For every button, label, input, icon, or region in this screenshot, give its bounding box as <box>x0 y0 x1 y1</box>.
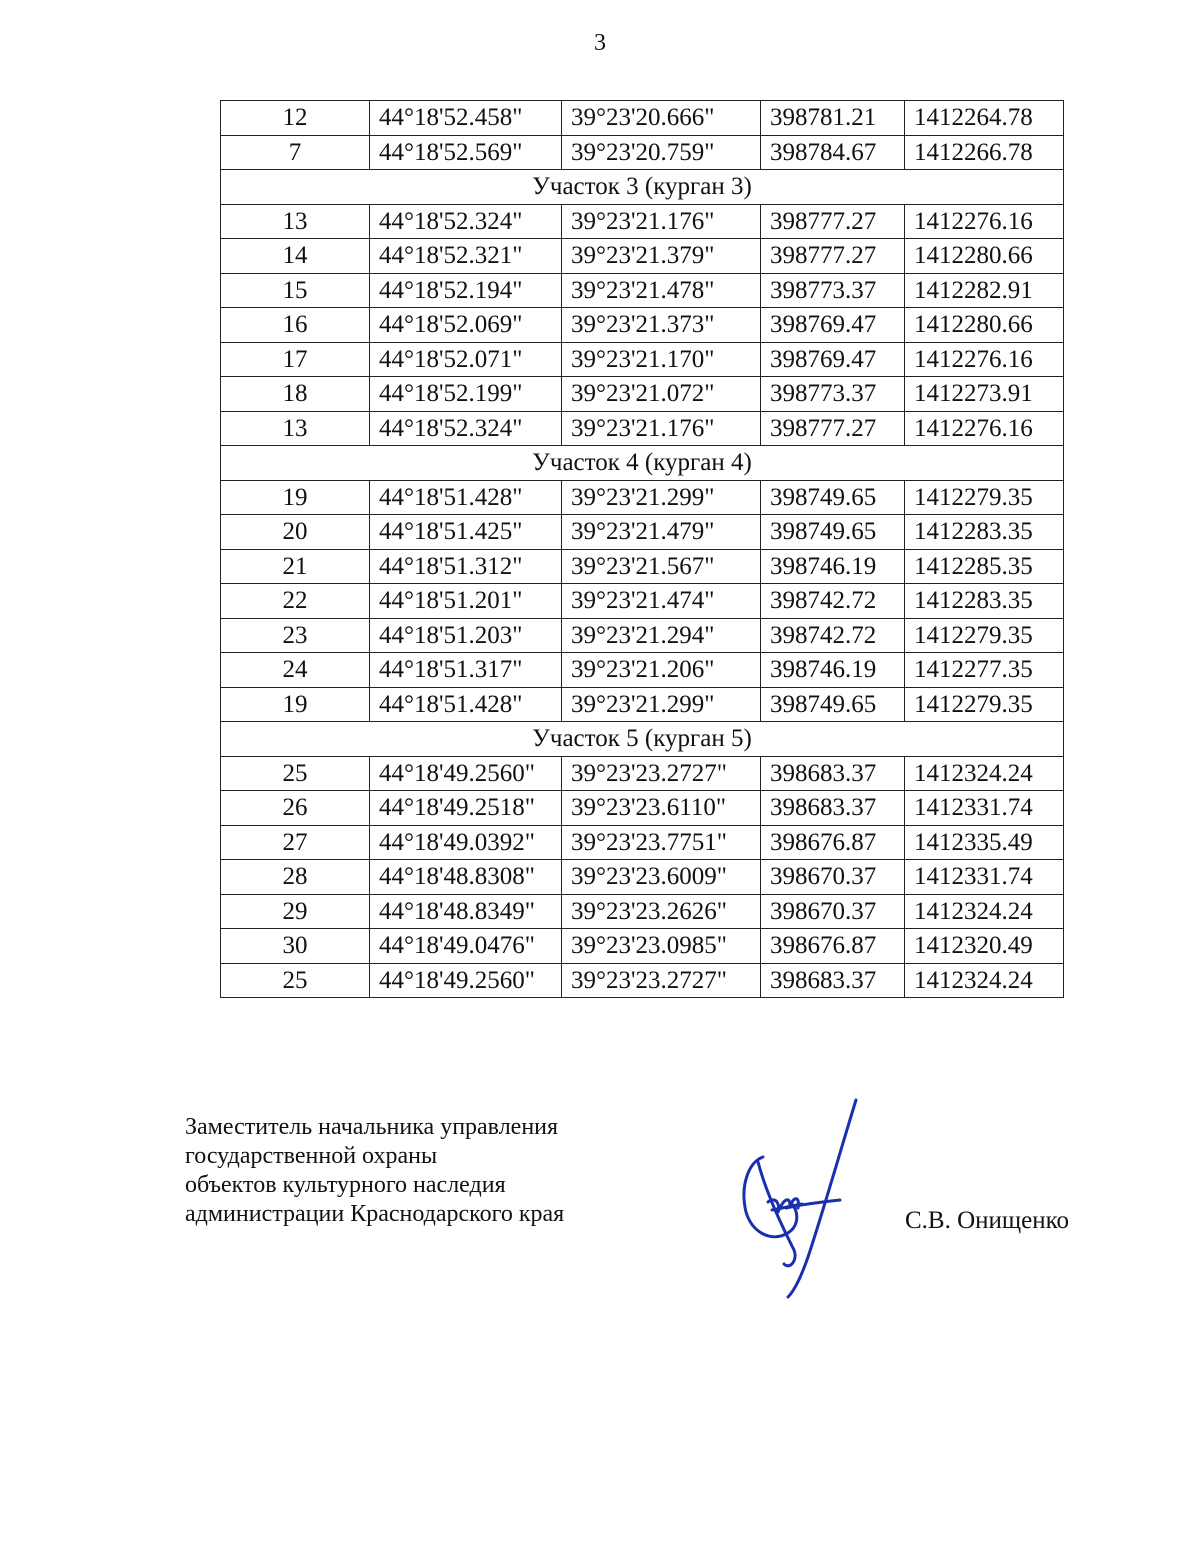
x-coordinate-cell: 398749.65 <box>761 480 905 515</box>
signer-position-line: объектов культурного наследия <box>185 1172 506 1198</box>
point-number-cell: 27 <box>221 825 370 860</box>
point-number-cell: 14 <box>221 239 370 274</box>
y-coordinate-cell: 1412324.24 <box>905 756 1064 791</box>
latitude-cell: 44°18'52.194" <box>370 273 562 308</box>
table-row <box>221 584 1064 619</box>
table-row <box>221 515 1064 550</box>
longitude-cell: 39°23'21.478" <box>562 273 761 308</box>
x-coordinate-cell: 398777.27 <box>761 204 905 239</box>
point-number-cell: 16 <box>221 308 370 343</box>
table-row <box>221 618 1064 653</box>
signer-position <box>185 1113 564 1229</box>
latitude-cell: 44°18'52.569" <box>370 135 562 170</box>
y-coordinate-cell: 1412277.35 <box>905 653 1064 688</box>
y-coordinate-cell: 1412324.24 <box>905 894 1064 929</box>
point-number-cell: 26 <box>221 791 370 826</box>
y-coordinate-cell: 1412335.49 <box>905 825 1064 860</box>
x-coordinate-cell: 398742.72 <box>761 618 905 653</box>
table-row <box>221 756 1064 791</box>
point-number-cell: 21 <box>221 549 370 584</box>
table-row <box>221 308 1064 343</box>
longitude-cell: 39°23'23.2727" <box>562 963 761 998</box>
table-row <box>221 480 1064 515</box>
point-number-cell: 23 <box>221 618 370 653</box>
y-coordinate-cell: 1412276.16 <box>905 204 1064 239</box>
longitude-cell: 39°23'20.759" <box>562 135 761 170</box>
y-coordinate-cell: 1412282.91 <box>905 273 1064 308</box>
y-coordinate-cell: 1412276.16 <box>905 342 1064 377</box>
point-number-cell: 20 <box>221 515 370 550</box>
y-coordinate-cell: 1412283.35 <box>905 515 1064 550</box>
point-number-cell: 19 <box>221 687 370 722</box>
x-coordinate-cell: 398746.19 <box>761 653 905 688</box>
table-row <box>221 825 1064 860</box>
point-number-cell: 15 <box>221 273 370 308</box>
latitude-cell: 44°18'48.8308" <box>370 860 562 895</box>
x-coordinate-cell: 398749.65 <box>761 515 905 550</box>
y-coordinate-cell: 1412283.35 <box>905 584 1064 619</box>
y-coordinate-cell: 1412331.74 <box>905 860 1064 895</box>
longitude-cell: 39°23'21.379" <box>562 239 761 274</box>
point-number-cell: 12 <box>221 101 370 136</box>
latitude-cell: 44°18'49.2518" <box>370 791 562 826</box>
longitude-cell: 39°23'21.176" <box>562 411 761 446</box>
table-row <box>221 860 1064 895</box>
x-coordinate-cell: 398784.67 <box>761 135 905 170</box>
table-row <box>221 342 1064 377</box>
x-coordinate-cell: 398746.19 <box>761 549 905 584</box>
table-row <box>221 411 1064 446</box>
x-coordinate-cell: 398769.47 <box>761 342 905 377</box>
latitude-cell: 44°18'51.428" <box>370 687 562 722</box>
table-row <box>221 963 1064 998</box>
point-number-cell: 7 <box>221 135 370 170</box>
y-coordinate-cell: 1412264.78 <box>905 101 1064 136</box>
x-coordinate-cell: 398769.47 <box>761 308 905 343</box>
x-coordinate-cell: 398773.37 <box>761 377 905 412</box>
x-coordinate-cell: 398749.65 <box>761 687 905 722</box>
point-number-cell: 25 <box>221 963 370 998</box>
signer-position-line: государственной охраны <box>185 1143 438 1169</box>
longitude-cell: 39°23'21.294" <box>562 618 761 653</box>
signer-position-line: администрации Краснодарского края <box>185 1201 565 1227</box>
longitude-cell: 39°23'21.474" <box>562 584 761 619</box>
longitude-cell: 39°23'23.7751" <box>562 825 761 860</box>
y-coordinate-cell: 1412280.66 <box>905 239 1064 274</box>
y-coordinate-cell: 1412273.91 <box>905 377 1064 412</box>
section-header-row <box>221 170 1064 205</box>
longitude-cell: 39°23'23.2626" <box>562 894 761 929</box>
table-row <box>221 791 1064 826</box>
point-number-cell: 17 <box>221 342 370 377</box>
latitude-cell: 44°18'51.317" <box>370 653 562 688</box>
section-header-row <box>221 446 1064 481</box>
x-coordinate-cell: 398777.27 <box>761 239 905 274</box>
latitude-cell: 44°18'49.0476" <box>370 929 562 964</box>
latitude-cell: 44°18'52.458" <box>370 101 562 136</box>
latitude-cell: 44°18'52.071" <box>370 342 562 377</box>
longitude-cell: 39°23'21.176" <box>562 204 761 239</box>
latitude-cell: 44°18'51.312" <box>370 549 562 584</box>
point-number-cell: 13 <box>221 411 370 446</box>
table-row <box>221 204 1064 239</box>
longitude-cell: 39°23'21.373" <box>562 308 761 343</box>
y-coordinate-cell: 1412266.78 <box>905 135 1064 170</box>
table-row <box>221 135 1064 170</box>
longitude-cell: 39°23'21.170" <box>562 342 761 377</box>
x-coordinate-cell: 398670.37 <box>761 860 905 895</box>
table-row <box>221 377 1064 412</box>
y-coordinate-cell: 1412279.35 <box>905 687 1064 722</box>
signer-name: С.В. Онищенко <box>905 1207 1070 1234</box>
longitude-cell: 39°23'21.567" <box>562 549 761 584</box>
point-number-cell: 24 <box>221 653 370 688</box>
x-coordinate-cell: 398683.37 <box>761 963 905 998</box>
x-coordinate-cell: 398683.37 <box>761 756 905 791</box>
latitude-cell: 44°18'48.8349" <box>370 894 562 929</box>
table-row <box>221 687 1064 722</box>
section-title: Участок 5 (курган 5) <box>221 722 1064 757</box>
coordinates-table-body <box>221 101 1064 998</box>
longitude-cell: 39°23'21.072" <box>562 377 761 412</box>
y-coordinate-cell: 1412320.49 <box>905 929 1064 964</box>
longitude-cell: 39°23'23.6009" <box>562 860 761 895</box>
point-number-cell: 25 <box>221 756 370 791</box>
y-coordinate-cell: 1412280.66 <box>905 308 1064 343</box>
y-coordinate-cell: 1412331.74 <box>905 791 1064 826</box>
y-coordinate-cell: 1412324.24 <box>905 963 1064 998</box>
point-number-cell: 19 <box>221 480 370 515</box>
latitude-cell: 44°18'52.069" <box>370 308 562 343</box>
table-row <box>221 273 1064 308</box>
latitude-cell: 44°18'49.0392" <box>370 825 562 860</box>
point-number-cell: 30 <box>221 929 370 964</box>
latitude-cell: 44°18'51.425" <box>370 515 562 550</box>
point-number-cell: 13 <box>221 204 370 239</box>
section-title: Участок 4 (курган 4) <box>221 446 1064 481</box>
x-coordinate-cell: 398777.27 <box>761 411 905 446</box>
latitude-cell: 44°18'52.324" <box>370 204 562 239</box>
latitude-cell: 44°18'52.321" <box>370 239 562 274</box>
x-coordinate-cell: 398676.87 <box>761 929 905 964</box>
section-title: Участок 3 (курган 3) <box>221 170 1064 205</box>
coordinates-table <box>220 100 1064 998</box>
point-number-cell: 18 <box>221 377 370 412</box>
longitude-cell: 39°23'20.666" <box>562 101 761 136</box>
y-coordinate-cell: 1412279.35 <box>905 618 1064 653</box>
x-coordinate-cell: 398683.37 <box>761 791 905 826</box>
table-row <box>221 653 1064 688</box>
x-coordinate-cell: 398773.37 <box>761 273 905 308</box>
latitude-cell: 44°18'49.2560" <box>370 963 562 998</box>
page-number: 3 <box>594 30 606 56</box>
longitude-cell: 39°23'21.479" <box>562 515 761 550</box>
point-number-cell: 22 <box>221 584 370 619</box>
latitude-cell: 44°18'51.203" <box>370 618 562 653</box>
table-row <box>221 549 1064 584</box>
longitude-cell: 39°23'23.0985" <box>562 929 761 964</box>
signer-position-line: Заместитель начальника управления <box>185 1114 559 1140</box>
longitude-cell: 39°23'21.299" <box>562 480 761 515</box>
table-row <box>221 239 1064 274</box>
handwritten-signature <box>728 1092 858 1302</box>
section-header-row <box>221 722 1064 757</box>
latitude-cell: 44°18'52.324" <box>370 411 562 446</box>
longitude-cell: 39°23'21.206" <box>562 653 761 688</box>
point-number-cell: 29 <box>221 894 370 929</box>
longitude-cell: 39°23'23.6110" <box>562 791 761 826</box>
longitude-cell: 39°23'23.2727" <box>562 756 761 791</box>
x-coordinate-cell: 398670.37 <box>761 894 905 929</box>
latitude-cell: 44°18'52.199" <box>370 377 562 412</box>
x-coordinate-cell: 398781.21 <box>761 101 905 136</box>
point-number-cell: 28 <box>221 860 370 895</box>
x-coordinate-cell: 398742.72 <box>761 584 905 619</box>
table-row <box>221 101 1064 136</box>
y-coordinate-cell: 1412279.35 <box>905 480 1064 515</box>
latitude-cell: 44°18'49.2560" <box>370 756 562 791</box>
y-coordinate-cell: 1412285.35 <box>905 549 1064 584</box>
table-row <box>221 929 1064 964</box>
longitude-cell: 39°23'21.299" <box>562 687 761 722</box>
table-row <box>221 894 1064 929</box>
latitude-cell: 44°18'51.428" <box>370 480 562 515</box>
x-coordinate-cell: 398676.87 <box>761 825 905 860</box>
latitude-cell: 44°18'51.201" <box>370 584 562 619</box>
y-coordinate-cell: 1412276.16 <box>905 411 1064 446</box>
